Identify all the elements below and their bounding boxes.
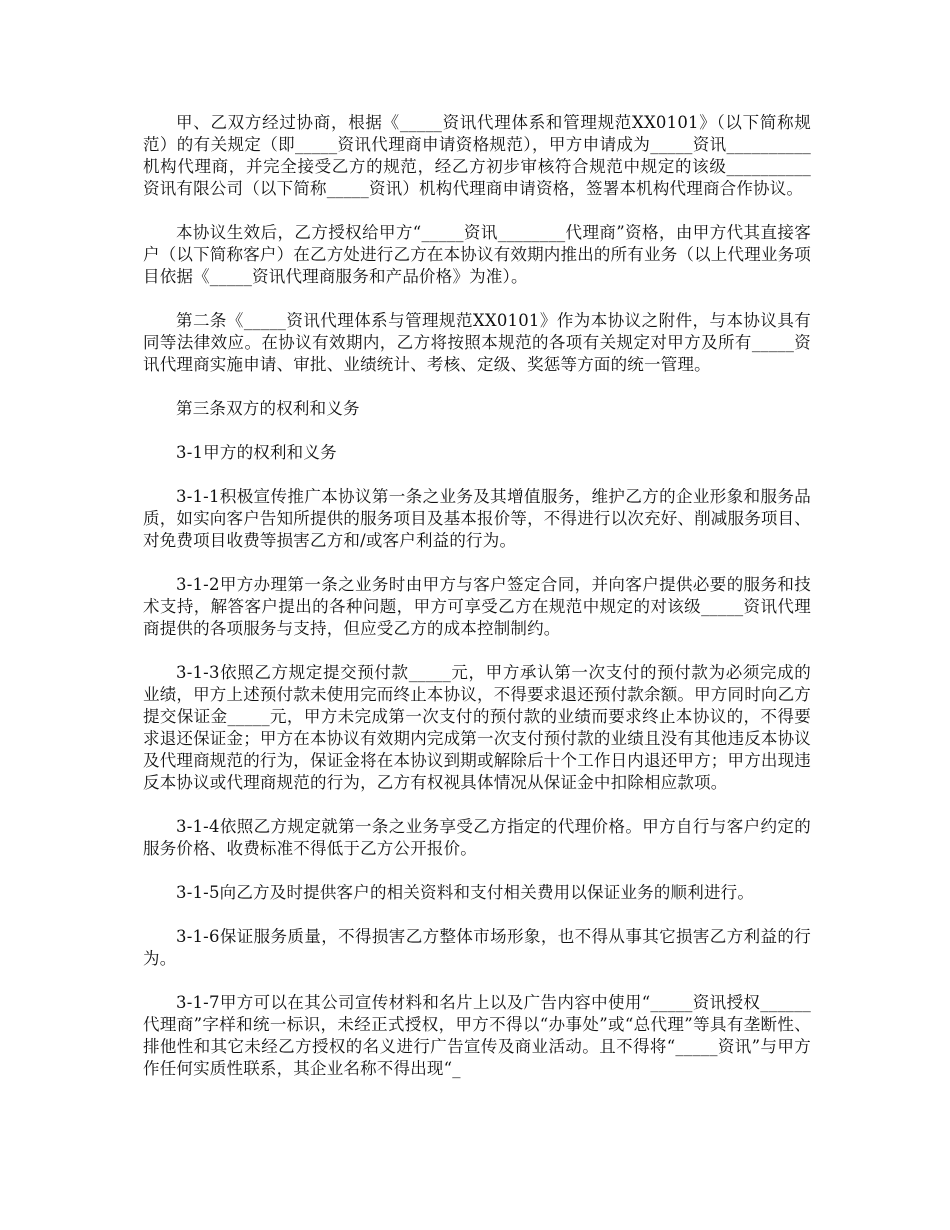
clause-3-1-7: 3-1-7甲方可以在其公司宣传材料和名片上以及广告内容中使用“_____资讯授权______代理商”字样和统一标识，未经正式授权，甲方不得以“办事处”或“总代理”等具有垄断性、排他性和其它未经乙方授权的名义进行广告宣传及商业活动。且不得将“_____资讯”与甲方作任何实质性联系，其企业名称不得出现“_ xyxy=(143,993,811,1078)
paragraph-article-2: 第二条《_____资讯代理体系与管理规范XX0101》作为本协议之附件，与本协议具有同等法律效应。在协议有效期内，乙方将按照本规范的各项有关规定对甲方及所有_____资讯代理商实施申请、审批、业绩统计、考核、定级、奖惩等方面的统一管理。 xyxy=(143,311,811,374)
paragraph-intro: 甲、乙双方经过协商，根据《_____资讯代理体系和管理规范XX0101》（以下简称规范）的有关规定（即_____资讯代理商申请资格规范），甲方申请成为_____资讯__________机构代理商，并完全接受乙方的规范，经乙方初步审核符合规范中规定的该级__________资讯有限公司（以下简称_____资讯）机构代理商申请资格，签署本机构代理商合作协议。 xyxy=(143,113,811,198)
clause-3-1-6: 3-1-6保证服务质量，不得损害乙方整体市场形象，也不得从事其它损害乙方利益的行为。 xyxy=(143,927,811,968)
clause-3-1-2: 3-1-2甲方办理第一条之业务时由甲方与客户签定合同，并向客户提供必要的服务和技术支持，解答客户提出的各种问题，甲方可享受乙方在规范中规定的对该级_____资讯代理商提供的各项服务与支持，但应受乙方的成本控制制约。 xyxy=(143,575,811,638)
document-body xyxy=(143,112,811,1102)
clause-3-1-5: 3-1-5向乙方及时提供客户的相关资料和支付相关费用以保证业务的顺利进行。 xyxy=(176,883,755,902)
paragraph-authorization: 本协议生效后，乙方授权给甲方“_____资讯________代理商”资格，由甲方代其直接客户（以下简称客户）在乙方处进行乙方在本协议有效期内推出的所有业务（以上代理业务项目依据《_____资讯代理商服务和产品价格》为准）。 xyxy=(143,223,811,286)
heading-section-3-1: 3-1甲方的权利和义务 xyxy=(176,443,337,462)
clause-3-1-1: 3-1-1积极宣传推广本协议第一条之业务及其增值服务，维护乙方的企业形象和服务品质，如实向客户告知所提供的服务项目及基本报价等，不得进行以次充好、削减服务项目、对免费项目收费等损害乙方和/或客户利益的行为。 xyxy=(143,487,811,550)
clause-3-1-4: 3-1-4依照乙方规定就第一条之业务享受乙方指定的代理价格。甲方自行与客户约定的服务价格、收费标准不得低于乙方公开报价。 xyxy=(143,817,811,858)
clause-3-1-3: 3-1-3依照乙方规定提交预付款_____元，甲方承认第一次支付的预付款为必须完成的业绩，甲方上述预付款未使用完而终止本协议，不得要求退还预付款余额。甲方同时向乙方提交保证金_____元，甲方未完成第一次支付的预付款的业绩而要求终止本协议的，不得要求退还保证金；甲方在本协议有效期内完成第一次支付预付款的业绩且没有其他违反本协议及代理商规范的行为，保证金将在本协议到期或解除后十个工作日内退还甲方；甲方出现违反本协议或代理商规范的行为，乙方有权视具体情况从保证金中扣除相应款项。 xyxy=(143,663,811,792)
heading-article-3: 第三条双方的权利和义务 xyxy=(176,399,360,418)
